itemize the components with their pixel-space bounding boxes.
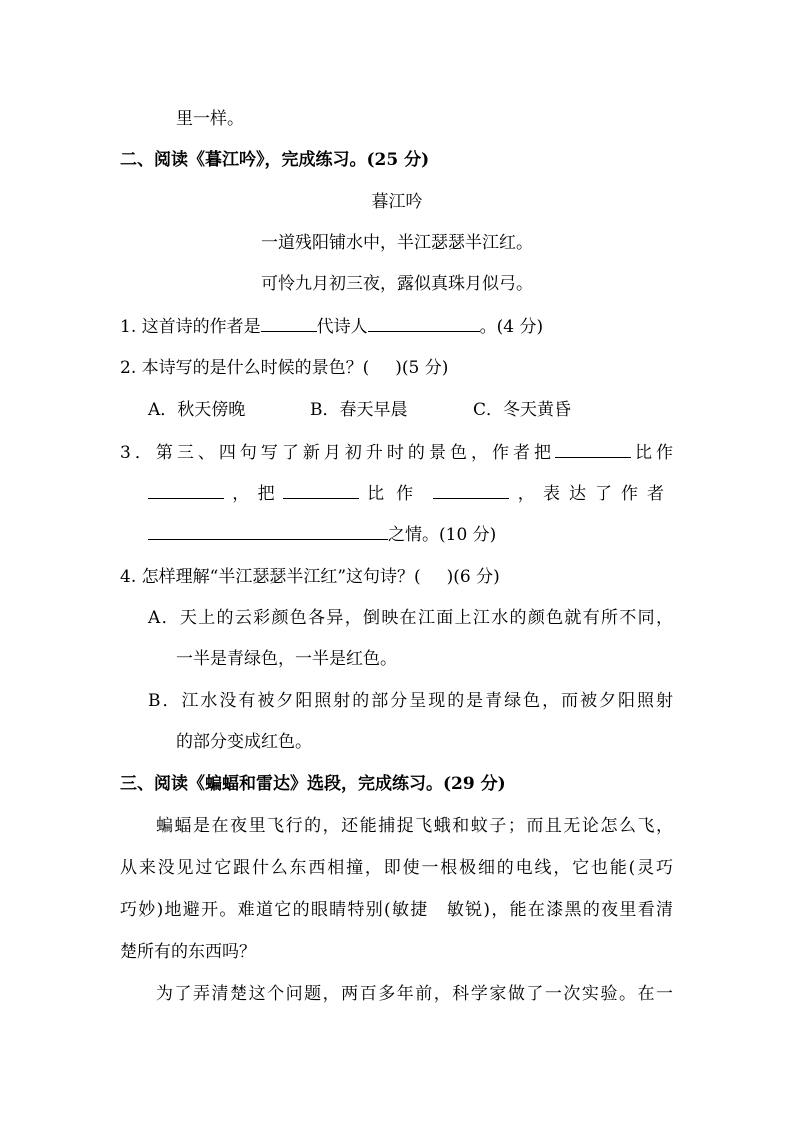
passage-para1-line-4: 楚所有的东西吗？	[120, 942, 256, 962]
q1-blank-dynasty[interactable]	[261, 314, 317, 332]
q2-option-c[interactable]: C．冬天黄昏	[473, 400, 572, 420]
poem-line-2: 可怜九月初三夜，露似真珠月似弓。	[261, 274, 533, 294]
section2-heading: 二、阅读《暮江吟》，完成练习。(25 分)	[120, 150, 430, 170]
q3-blank-4[interactable]	[433, 481, 509, 499]
q1-text-a: 这首诗的作者是	[141, 317, 261, 337]
q3-comma-2: ，	[517, 484, 535, 504]
section3-heading: 三、阅读《蝙蝠和雷达》选段，完成练习。(29 分)	[120, 774, 506, 794]
q4-option-b-line-2: 的部分变成红色。	[176, 732, 312, 752]
q3-blank-5[interactable]	[148, 522, 388, 540]
q4-number: 4.	[120, 567, 137, 587]
question-3-line-2	[148, 481, 673, 506]
top-continuation: 里一样。	[176, 109, 244, 129]
question-3-line-1	[120, 440, 673, 465]
question-1	[120, 314, 543, 339]
q4-score: )(6 分)	[446, 567, 500, 587]
q2-stem: 本诗写的是什么时候的景色？(	[141, 358, 370, 378]
q3-text-1: 第三、四句写了新月初升时的景色，作者把	[155, 443, 555, 463]
q4-option-b-line-1[interactable]: B．江水没有被夕阳照射的部分呈现的是青绿色，而被夕阳照射	[148, 691, 673, 711]
q3-text-bizuo: 比作	[367, 484, 426, 504]
q3-blank-1[interactable]	[555, 440, 631, 458]
q4-option-a-line-2: 一半是青绿色，一半是红色。	[176, 649, 397, 669]
q1-blank-poet[interactable]	[368, 314, 480, 332]
q3-text-express: 表达了作者	[542, 484, 673, 504]
passage-para1-line-3: 巧妙)地避开。难道它的眼睛特别(敏捷 敏锐)，能在漆黑的夜里看清	[120, 900, 673, 920]
q1-text-c: 。(4 分)	[479, 317, 544, 337]
q3-blank-2[interactable]	[148, 481, 224, 499]
passage-para2-line-1: 为了弄清楚这个问题，两百多年前，科学家做了一次实验。在一	[156, 984, 673, 1004]
poem-line-1: 一道残阳铺水中，半江瑟瑟半江红。	[261, 233, 533, 253]
poem-title: 暮江吟	[371, 192, 423, 212]
q2-number: 2.	[120, 358, 137, 378]
q3-text-1-end: 比作	[631, 443, 674, 463]
q3-text-end: 之情。(10 分)	[388, 525, 497, 545]
q3-blank-3[interactable]	[283, 481, 359, 499]
q2-option-a[interactable]: A．秋天傍晚	[148, 400, 246, 420]
passage-para1-line-1: 蝙蝠是在夜里飞行的，还能捕捉飞蛾和蚊子；而且无论怎么飞，	[156, 816, 673, 836]
q1-number: 1.	[120, 317, 137, 337]
q1-text-b: 代诗人	[316, 317, 368, 337]
q3-text-ba: 把	[257, 484, 275, 504]
q3-comma-1: ，	[232, 484, 250, 504]
q2-score: )(5 分)	[395, 358, 449, 378]
question-2	[120, 356, 448, 380]
question-3-line-3	[148, 522, 496, 547]
q3-number: 3．	[120, 443, 156, 463]
question-4	[120, 565, 500, 589]
q2-option-b[interactable]: B．春天早晨	[310, 400, 408, 420]
q4-option-a-line-1[interactable]: A．天上的云彩颜色各异，倒映在江面上江水的颜色就有所不同，	[148, 608, 673, 628]
passage-para1-line-2: 从来没见过它跟什么东西相撞，即使一根极细的电线，它也能(灵巧	[120, 858, 673, 878]
q4-stem: 怎样理解“半江瑟瑟半江红”这句诗？(	[141, 567, 421, 587]
